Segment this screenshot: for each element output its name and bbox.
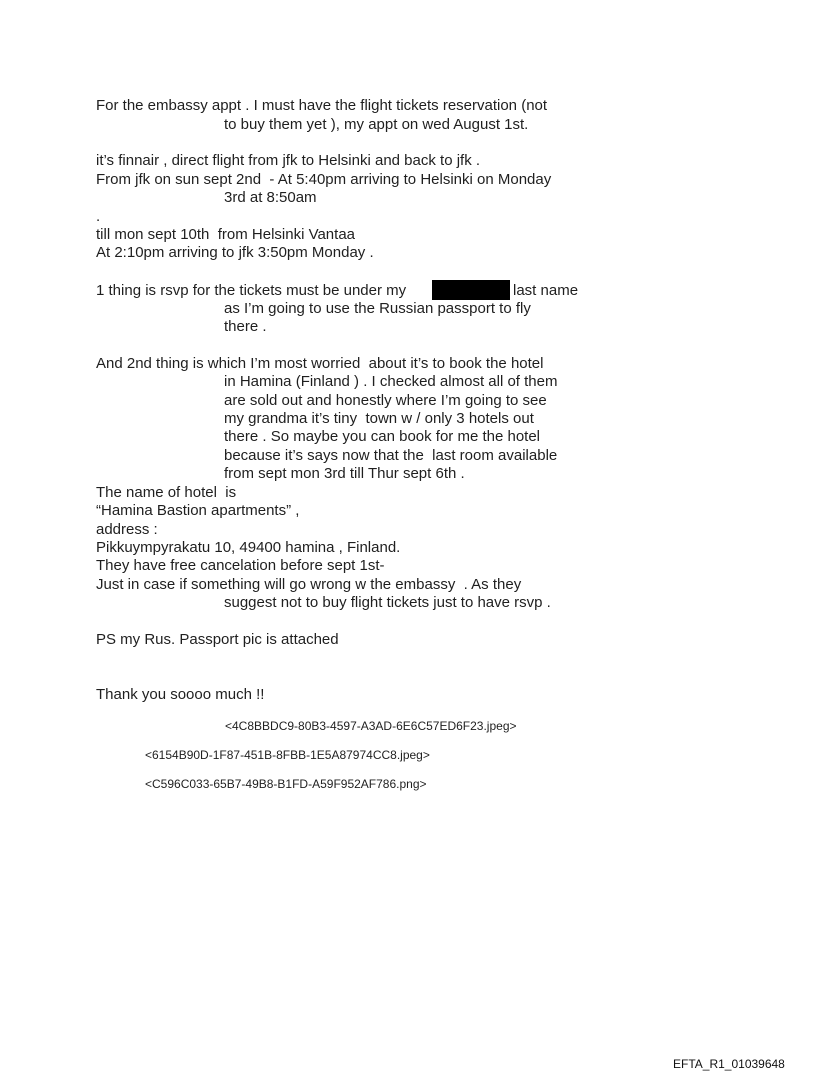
body-line: Just in case if something will go wrong w the embassy . As they: [96, 576, 522, 593]
attachment-link[interactable]: <4C8BBDC9-80B3-4597-A3AD-6E6C57ED6F23.jpeg>: [225, 719, 517, 733]
body-line: “Hamina Bastion apartments” ,: [96, 502, 300, 519]
body-line: there .: [224, 318, 267, 335]
body-line: from sept mon 3rd till Thur sept 6th .: [224, 465, 465, 482]
body-line: The name of hotel is: [96, 484, 237, 501]
body-line: address :: [96, 521, 158, 538]
body-line: as I’m going to use the Russian passport to fly: [224, 300, 531, 317]
body-line: there . So maybe you can book for me the hotel: [224, 428, 541, 445]
document-id: EFTA_R1_01039648: [673, 1057, 785, 1071]
body-line: last name: [513, 282, 579, 299]
body-line: it’s finnair , direct flight from jfk to Helsinki and back to jfk .: [96, 152, 481, 169]
body-line: Pikkuympyrakatu 10, 49400 hamina , Finland.: [96, 539, 401, 556]
body-line: .: [96, 208, 101, 225]
body-line: till mon sept 10th from Helsinki Vantaa: [96, 226, 356, 243]
body-line: PS my Rus. Passport pic is attached: [96, 631, 339, 648]
body-line: 1 thing is rsvp for the tickets must be under my: [96, 282, 407, 299]
body-line: And 2nd thing is which I’m most worried about it’s to book the hotel: [96, 355, 544, 372]
body-line: in Hamina (Finland ) . I checked almost all of them: [224, 373, 558, 390]
attachment-link[interactable]: <C596C033-65B7-49B8-B1FD-A59F952AF786.png>: [145, 777, 427, 791]
body-line: At 2:10pm arriving to jfk 3:50pm Monday .: [96, 244, 374, 261]
redaction-box: [432, 280, 510, 300]
body-line: For the embassy appt . I must have the flight tickets reservation (not: [96, 97, 548, 114]
body-line: Thank you soooo much !!: [96, 686, 265, 703]
body-line: to buy them yet ), my appt on wed August 1st.: [224, 116, 529, 133]
body-line: 3rd at 8:50am: [224, 189, 317, 206]
body-line: From jfk on sun sept 2nd - At 5:40pm arriving to Helsinki on Monday: [96, 171, 552, 188]
attachment-link[interactable]: <6154B90D-1F87-451B-8FBB-1E5A87974CC8.jpeg>: [145, 748, 430, 762]
body-line: are sold out and honestly where I’m going to see: [224, 392, 547, 409]
body-line: because it’s says now that the last room available: [224, 447, 558, 464]
body-line: my grandma it’s tiny town w / only 3 hotels out: [224, 410, 534, 427]
body-line: They have free cancelation before sept 1st-: [96, 557, 385, 574]
body-line: suggest not to buy flight tickets just to have rsvp .: [224, 594, 551, 611]
